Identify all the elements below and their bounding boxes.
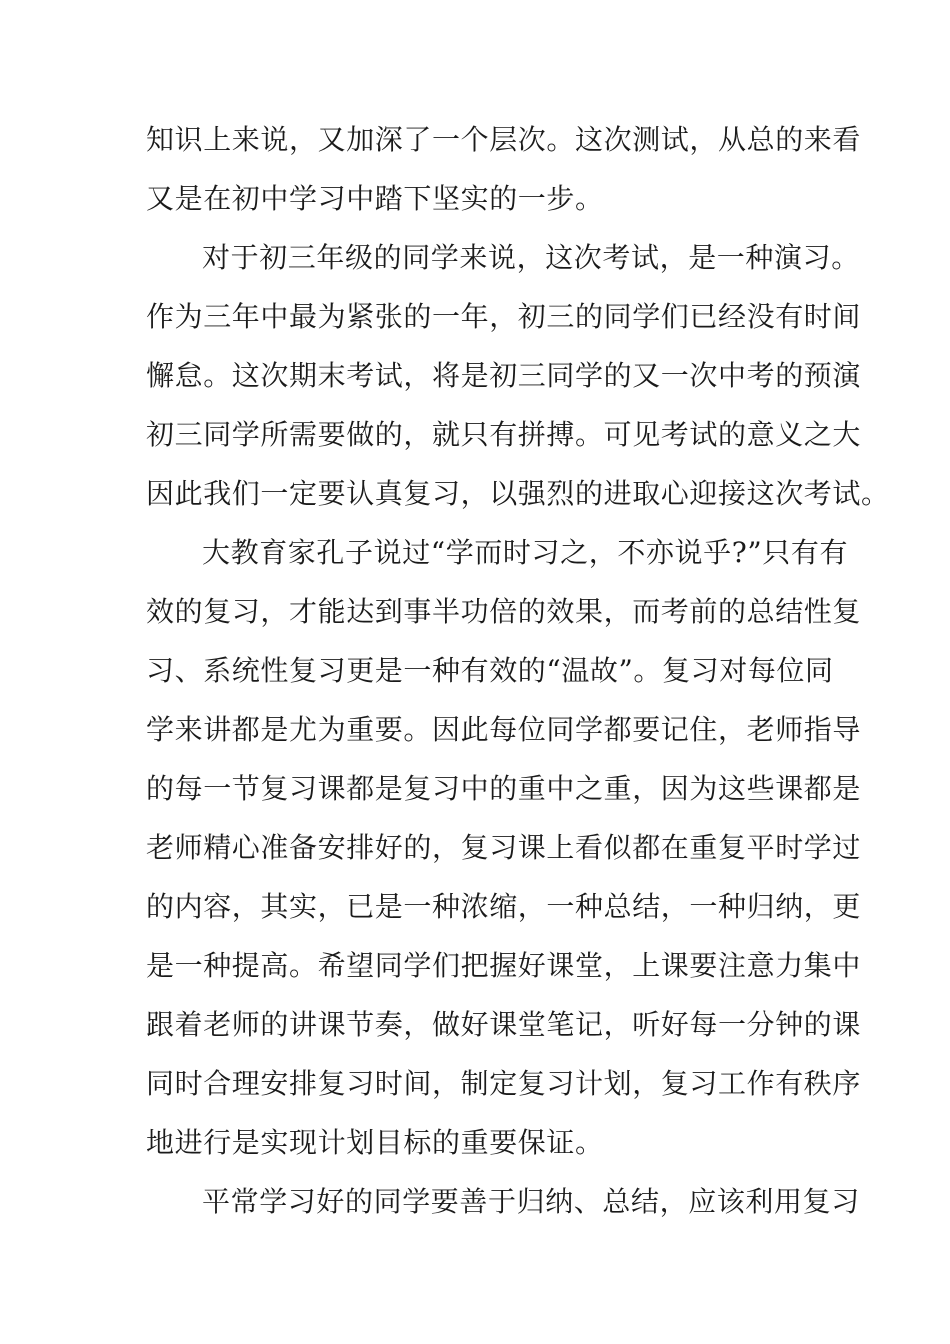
text-line: 懈怠。这次期末考试，将是初三同学的又一次中考的预演 [146, 359, 862, 392]
text-line: 效的复习，才能达到事半功倍的效果，而考前的总结性复 [146, 595, 862, 628]
paragraph-start-line: 平常学习好的同学要善于归纳、总结，应该利用复习 [202, 1185, 860, 1218]
text-line: 老师精心准备安排好的，复习课上看似都在重复平时学过 [146, 831, 862, 864]
text-line: 作为三年中最为紧张的一年，初三的同学们已经没有时间 [146, 300, 862, 333]
text-line: 又是在初中学习中踏下坚实的一步。 [146, 182, 604, 215]
text-line: 跟着老师的讲课节奏，做好课堂笔记，听好每一分钟的课 [146, 1008, 862, 1041]
text-line: 习、系统性复习更是一种有效的“温故”。复习对每位同 [146, 654, 834, 687]
text-line: 同时合理安排复习时间，制定复习计划，复习工作有秩序 [146, 1067, 862, 1100]
text-line: 地进行是实现计划目标的重要保证。 [146, 1126, 604, 1159]
text-line: 学来讲都是尤为重要。因此每位同学都要记住，老师指导 [146, 713, 862, 746]
text-line: 是一种提高。希望同学们把握好课堂，上课要注意力集中 [146, 949, 862, 982]
text-line: 初三同学所需要做的，就只有拼搏。可见考试的意义之大 [146, 418, 862, 451]
text-line: 的每一节复习课都是复习中的重中之重，因为这些课都是 [146, 772, 862, 805]
text-line: 的内容，其实，已是一种浓缩，一种总结，一种归纳，更 [146, 890, 862, 923]
text-line: 知识上来说，又加深了一个层次。这次测试，从总的来看 [146, 123, 862, 156]
paragraph-start-line: 大教育家孔子说过“学而时习之，不亦说乎?”只有有 [202, 536, 849, 569]
paragraph-start-line: 对于初三年级的同学来说，这次考试，是一种演习。 [202, 241, 860, 274]
text-line: 因此我们一定要认真复习，以强烈的进取心迎接这次考试。 [146, 477, 890, 510]
